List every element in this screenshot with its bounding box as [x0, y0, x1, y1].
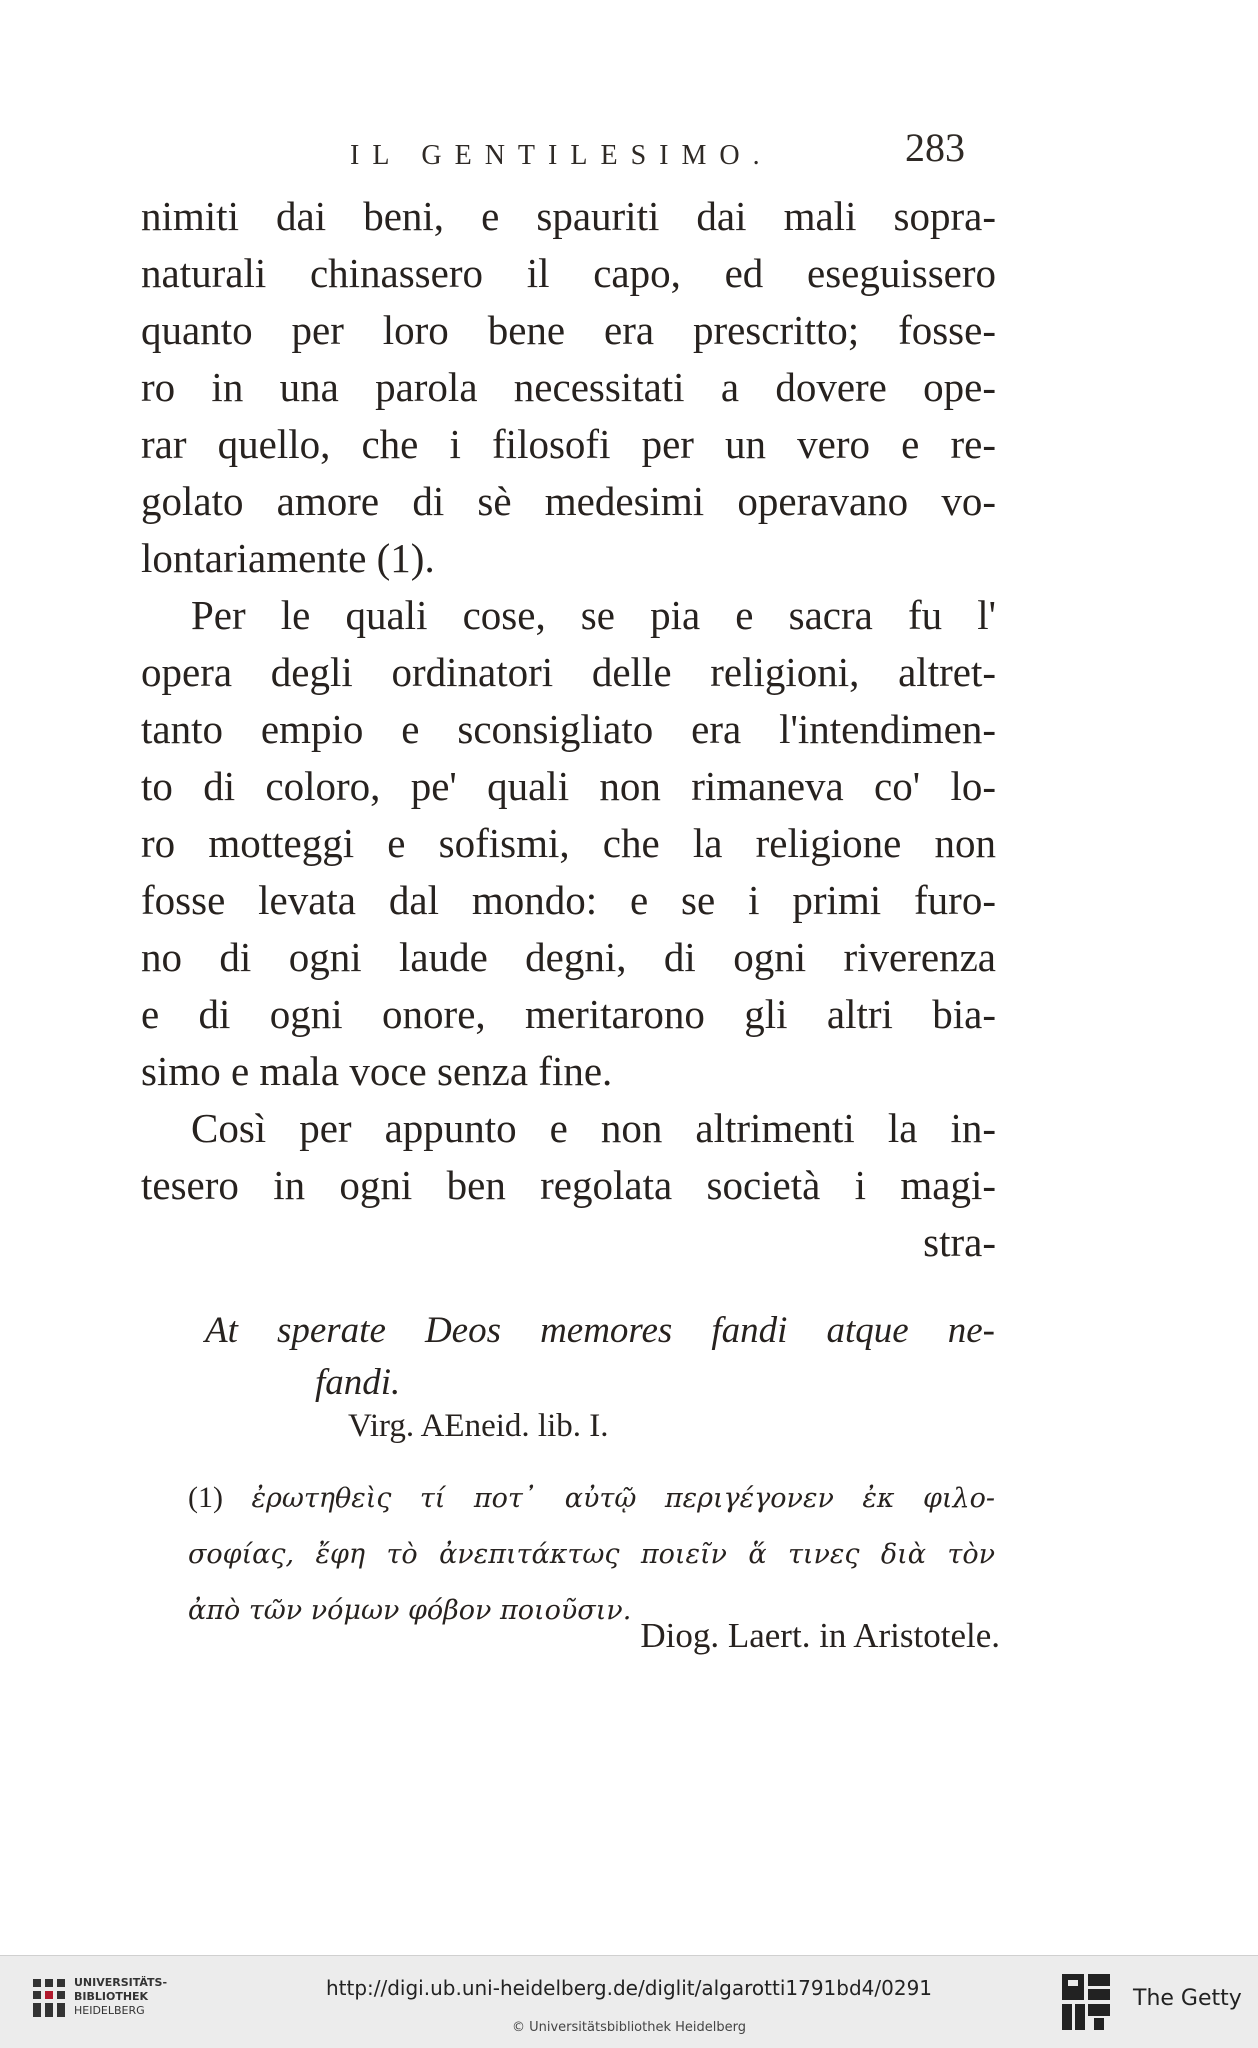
text-line: e di ogni onore, meritarono gli altri bia-	[141, 991, 996, 1037]
copyright-notice: © Universitätsbibliothek Heidelberg	[511, 2020, 746, 2035]
library-name-line: HEIDELBERG	[74, 2004, 145, 2017]
footnote-line	[188, 1470, 995, 1527]
text-line: lontariamente (1).	[141, 535, 435, 581]
text-line: simo e mala voce senza fine.	[141, 1048, 613, 1094]
text-line: no di ogni laude degni, di ogni riverenza	[141, 934, 996, 980]
quote-source: Virg. AEneid. lib. I.	[348, 1408, 609, 1444]
text-line: rar quello, che i filosofi per un vero e re-	[141, 421, 996, 467]
quote-line: fandi.	[315, 1362, 401, 1403]
text-line: fosse levata dal mondo: e se i primi furo-	[141, 877, 996, 923]
text-line: naturali chinassero il capo, ed eseguissero	[141, 250, 996, 296]
text-line: to di coloro, pe' quali non rimaneva co' lo-	[141, 763, 996, 809]
footnote-line: ἀπὸ τῶν νόμων φόβον ποιοῦσιν.	[188, 1595, 632, 1626]
footnote-source: Diog. Laert. in Aristotele.	[640, 1616, 1000, 1655]
text-line: ro motteggi e sofismi, che la religione non	[141, 820, 996, 866]
permalink-url[interactable]: http://digi.ub.uni-heidelberg.de/diglit/algarotti1791bd4/0291	[325, 1976, 933, 2000]
getty-logo-icon	[1060, 1972, 1112, 2032]
running-title: IL GENTILESIMO.	[350, 140, 773, 171]
footnote-text: ἐρωτηθεὶς τί ποτ᾽ αὐτῷ περιγέγονεν ἐκ φιλο-	[251, 1483, 995, 1514]
text-line: Così per appunto e non altrimenti la in-	[191, 1105, 996, 1151]
library-name-line: UNIVERSITÄTS-	[74, 1976, 168, 1989]
text-line: tanto empio e sconsigliato era l'intendimen-	[141, 706, 996, 752]
footnote	[188, 1470, 995, 1639]
footnote-line: σοφίας, ἔφη τὸ ἀνεπιτάκτως ποιεῖν ἅ τινες διὰ τὸν	[188, 1539, 995, 1570]
page-number: 283	[905, 125, 965, 170]
text-line: Per le quali cose, se pia e sacra fu l'	[191, 592, 996, 638]
text-line: tesero in ogni ben regolata società i magi-	[141, 1162, 996, 1208]
library-name-line: BIBLIOTHEK	[74, 1990, 149, 2003]
text-line: ro in una parola necessitati a dovere ope-	[141, 364, 996, 410]
text-line: opera degli ordinatori delle religioni, altret-	[141, 649, 996, 695]
text-line: quanto per loro bene era prescritto; fosse-	[141, 307, 996, 353]
text-line: golato amore di sè medesimi operavano vo-	[141, 478, 996, 524]
latin-quote	[205, 1305, 995, 1409]
quote-line: At sperate Deos memores fandi atque ne-	[205, 1310, 995, 1351]
text-line: nimiti dai beni, e spauriti dai mali sopra-	[141, 193, 996, 239]
footnote-marker: (1)	[188, 1481, 223, 1514]
getty-label: The Getty	[1133, 1986, 1242, 2011]
viewer-footer	[0, 1955, 1258, 2048]
catchword: stra-	[923, 1219, 996, 1265]
body-text	[141, 188, 996, 1271]
